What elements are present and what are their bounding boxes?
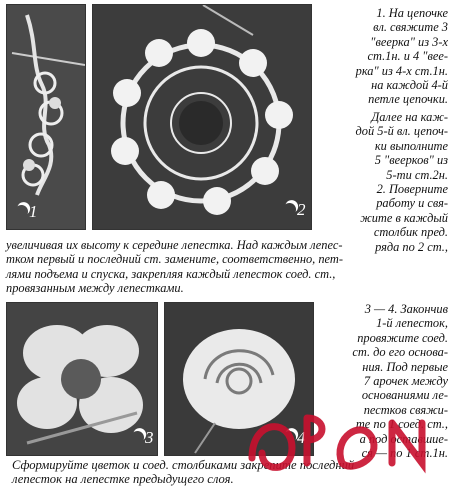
photo-step-2 [92, 4, 312, 230]
photo-step-4 [164, 302, 314, 456]
photo-number: 2 [297, 200, 306, 219]
photo-number: 1 [29, 202, 38, 221]
step-1-text: 1. На цепочке вл. свяжите 3 "веерка" из 3-х ст.1н. и 4 "вее- рка" из 4-х ст.1н. на каждой 4-й петле цепочки. [355, 6, 448, 107]
photo-number: 3 [145, 428, 154, 447]
crochet-flower-ring-illustration [93, 5, 311, 229]
photo-step-1 [6, 4, 86, 230]
photo-step-3 [6, 302, 158, 456]
step-3-4-text: 3 — 4. Закончив 1-й лепесток, провяжите соед. ст. до его основа- ния. Под первые 7 арочек между основаниями ле- пестков свяжи- те по 1 соед. ст., а под оставшие- ся — по 1 ст.1н. [352, 302, 448, 461]
step-1-continued-text: Далее на каж- дой 5-й вл. цепоч- ки выполните 5 "веерков" из 5-ти ст.2н. [355, 110, 448, 182]
step-2-text: 2. Поверните работу и свя- жите в каждый столбик пред. ряда по 2 ст., [360, 182, 448, 254]
footer-text: Сформируйте цветок и соед. столбиками закрепите последний лепесток на лепестке предыдущего слоя. [12, 458, 355, 487]
crochet-chain-illustration [7, 5, 85, 229]
photo-number: 4 [297, 428, 306, 447]
step-2-continued-text: увеличивая их высоту к середине лепестка. Над каждым лепес- тком первый и последний ст. замените, соответственно, пет- лями подъема и спуска, закрепляя каждый лепесток соед. ст., провязанным между лепестками. [6, 238, 343, 296]
